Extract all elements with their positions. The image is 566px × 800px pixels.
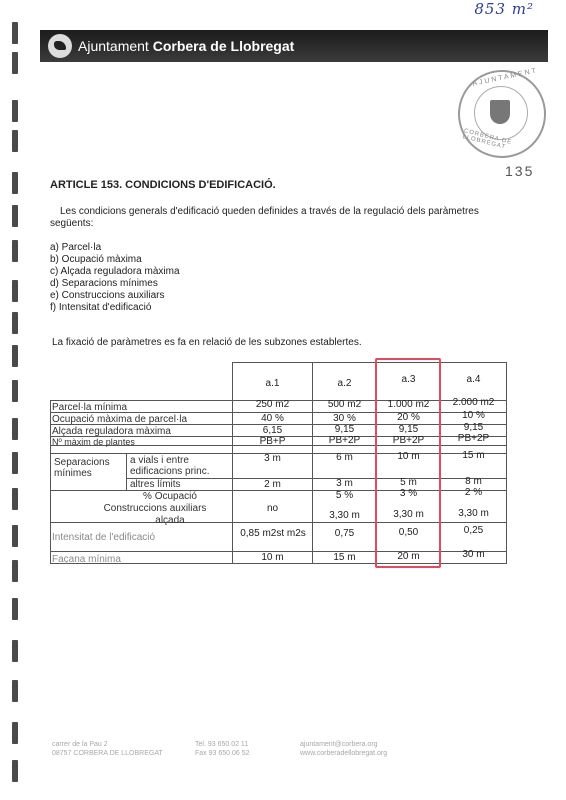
row-label: Nº màxim de plantes (52, 437, 135, 447)
table-cell: 500 m2 (327, 399, 362, 410)
page-number: 135 (505, 163, 535, 179)
seal-bottom-text: CORBERA DE LLOBREGAT (461, 128, 513, 151)
table-cell: PB+P (259, 436, 286, 447)
intro-paragraph: Les condicions generals d'edificació queden definides a través de la regulació dels paràmetres següents: (50, 206, 479, 229)
column-header: a.3 (401, 374, 416, 385)
footer-address-line: 08757 CORBERA DE LLOBREGAT (52, 750, 163, 757)
list-item: a) Parcel·la (50, 242, 102, 253)
row-label: Construccions auxiliars (103, 503, 207, 514)
table-cell: 10 m (261, 552, 284, 563)
row-label: Alçada reguladora màxima (52, 426, 171, 437)
table-cell: 0,85 m2st m2s (240, 528, 306, 539)
municipal-logo-icon (48, 34, 72, 58)
table-cell: 2 % (464, 487, 483, 498)
row-label: Façana mínima (52, 554, 121, 565)
table-cell: 40 % (261, 413, 284, 424)
footer-address-line: carrer de la Pau 2 (52, 741, 108, 748)
table-cell: 3 % (399, 488, 418, 499)
footer-email: ajuntament@corbera.org (300, 741, 378, 748)
table-cell: 9,15 (398, 424, 419, 435)
letterhead-title (78, 38, 294, 54)
table-cell: 3 m (336, 478, 353, 489)
letterhead-prefix: Ajuntament (78, 38, 149, 54)
table-cell: 9,15 (463, 422, 484, 433)
table-cell: 30 m (462, 549, 485, 560)
table-cell: 15 m (333, 552, 356, 563)
table-cell: 8 m (465, 476, 482, 487)
row-label: Parcel·la mínima (52, 402, 128, 413)
table-cell: 2.000 m2 (452, 397, 495, 408)
table-cell: 6,15 (262, 425, 283, 436)
fixation-sentence: La fixació de paràmetres es fa en relació de les subzones establertes. (52, 337, 362, 348)
row-label: Ocupació màxima de parcel·la (52, 414, 188, 425)
seal-shield-icon (490, 100, 510, 124)
seal-top-text: AJUNTAMENT (471, 67, 539, 88)
table-cell: 3,30 m (393, 509, 424, 520)
footer-phone-line: Tel. 93 650 02 11 (195, 741, 249, 748)
table-cell: 3,30 m (458, 508, 489, 519)
table-cell: 9,15 (334, 424, 355, 435)
footer-phone (195, 740, 250, 758)
row-sublabel: alçada (155, 515, 185, 526)
row-sublabel: % Ocupació (143, 491, 197, 502)
table-cell: PB+2P (392, 435, 425, 446)
footer-fax-line: Fax 93 650 06 52 (195, 750, 250, 757)
table-cell: 1.000 m2 (387, 399, 430, 410)
table-cell: 0,25 (463, 525, 484, 536)
table-cell: 5 % (335, 490, 354, 501)
footer-contact (300, 740, 387, 758)
column-header: a.2 (337, 378, 352, 389)
table-cell: 15 m (462, 450, 485, 461)
parameter-list (50, 242, 180, 314)
table-cell: 10 m (397, 451, 420, 462)
list-item: f) Intensitat d'edificació (50, 302, 152, 313)
table-cell: 5 m (400, 477, 417, 488)
row-label: Separacions mínimes (54, 457, 110, 479)
binding-holes (10, 0, 22, 800)
table-cell: 20 m (397, 551, 420, 562)
table-cell: 250 m2 (255, 399, 290, 410)
table-cell: no (266, 503, 279, 514)
row-sublabel: altres límits (130, 479, 181, 490)
table-cell: PB+2P (328, 435, 361, 446)
list-item: b) Ocupació màxima (50, 254, 142, 265)
official-seal (458, 67, 546, 158)
column-highlight-box (375, 358, 441, 568)
table-cell: 3 m (264, 453, 281, 464)
table-cell: 2 m (264, 479, 281, 490)
column-header: a.4 (466, 374, 481, 385)
table-cell: 6 m (336, 452, 353, 463)
table-cell: 10 % (462, 410, 485, 421)
parameters-table (50, 362, 510, 570)
list-item: d) Separacions mínimes (50, 278, 158, 289)
letterhead (40, 30, 548, 62)
article-title: ARTICLE 153. CONDICIONS D'EDIFICACIÓ. (50, 179, 276, 191)
table-cell: 20 % (397, 412, 420, 423)
table-cell: 0,75 (334, 528, 355, 539)
table-cell: 30 % (333, 413, 356, 424)
list-item: e) Construccions auxiliars (50, 290, 165, 301)
table-cell: 0,50 (398, 527, 419, 538)
table-cell: 3,30 m (329, 510, 360, 521)
table-cell: PB+2P (457, 433, 490, 444)
column-header: a.1 (265, 378, 280, 389)
footer-address (52, 740, 163, 758)
letterhead-town: Corbera de Llobregat (152, 38, 295, 54)
footer-web: www.corberadellobregat.org (300, 750, 388, 757)
row-sublabel: a vials i entre edificacions princ. (130, 455, 210, 477)
row-label: Intensitat de l'edificació (52, 532, 156, 543)
list-item: c) Alçada reguladora màxima (50, 266, 180, 277)
handwritten-note: 853 m² (474, 0, 534, 18)
